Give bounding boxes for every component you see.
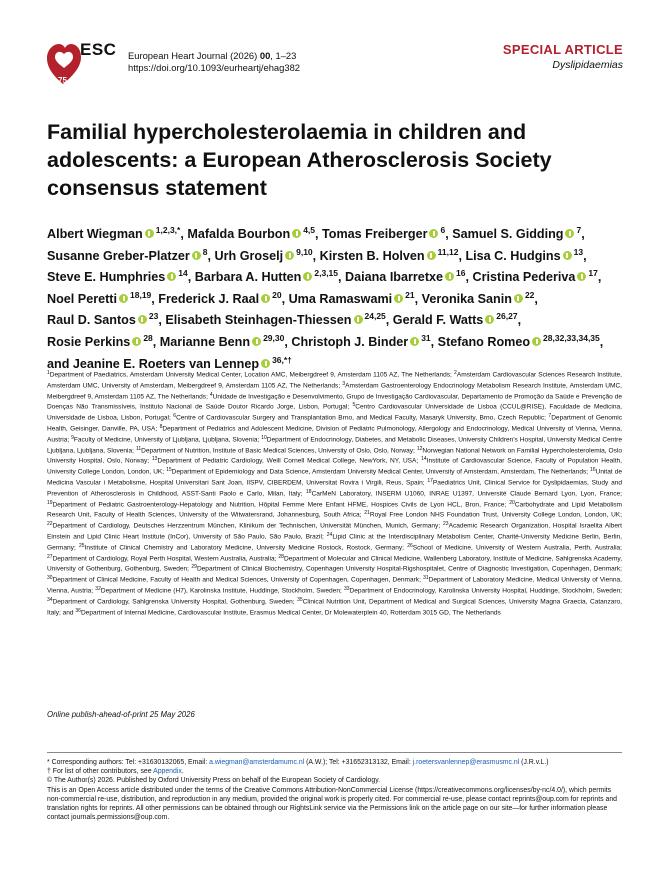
author-name: Stefano Romeo $^{28,32,33,34,35}$ xyxy=(437,332,600,349)
email-link-2[interactable]: j.roetersvanlennep@erasmusmc.nl xyxy=(412,759,520,766)
doi-link[interactable]: https://doi.org/10.1093/eurheartj/ehag382 xyxy=(128,62,301,73)
author-name: Barbara A. Hutten $^{2,3,15}$ xyxy=(194,268,339,285)
orcid-icon[interactable] xyxy=(429,229,438,238)
orcid-icon[interactable] xyxy=(394,294,403,303)
author-name: Frederick J. Raal $^{20}$ xyxy=(158,289,282,306)
orcid-icon[interactable] xyxy=(354,315,363,324)
author-name: Tomas Freiberger $^6$ xyxy=(322,225,446,241)
orcid-icon[interactable] xyxy=(514,294,523,303)
orcid-icon[interactable] xyxy=(485,315,494,324)
orcid-icon[interactable] xyxy=(192,251,201,260)
footnotes xyxy=(47,758,625,822)
orcid-icon[interactable] xyxy=(132,337,141,346)
author-name: Mafalda Bourbon $^{4,5}$ xyxy=(187,225,316,241)
article-topic: Dyslipidaemias xyxy=(552,59,623,71)
orcid-icon[interactable] xyxy=(119,294,128,303)
journal-citation: European Heart Journal (2026) 00, 1–23 https://doi.org/10.1093/eurheartj/ehag382 xyxy=(128,50,301,73)
author-name: Noel Peretti $^{18,19}$ xyxy=(47,289,152,306)
author-list: Albert Wiegman $^{1,2,3,*}$, Mafalda Bourbon $^{4,5}$, Tomas Freiberger $^6$, Samuel S. Gidding $^7$, Susanne Greber-Platzer $^8$, Urh Groselj $^{9,10}$, Kirsten B. Holven $^{11,12}$, Lisa C. Hudgins $^{13}$, Steve E. Humphries $^{14}$, Barbara A. Hutten $^{2,3,15}$, Daiana Ibarretxe $^{16}$, Cristina Pederiva $^{17}$, Noel Peretti $^{18,19}$, Frederick J. Raal $^{20}$, Uma Ramaswami $^{21}$, Veronika Sanin $^{22}$, Raul D. Santos $^{23}$, Elisabeth Steinhagen-Thiessen $^{24,25}$, Gerald F. Watts $^{26,27}$, Rosie Perkins $^{28}$, Marianne Benn $^{29,30}$, Christoph J. Binder $^{31}$, Stefano Romeo $^{28,32,33,34,35}$, and Jeanine E. Roeters van Lennep $^{36,*\dagger}$ xyxy=(47,225,604,371)
copyright: © The Author(s) 2026. Published by Oxford University Press on behalf of the European Society of Cardiology. xyxy=(47,777,381,785)
corresponding-authors: * Corresponding authors: Tel: +31630132065, Email: a.wiegman@amsterdamumc.nl (A.W.); Tel: +31652313132, Email: j.roetersvanlennep@erasmusmc.nl (J.R.v.L.) xyxy=(47,759,549,766)
author-name: Uma Ramaswami $^{21}$ xyxy=(288,289,415,306)
orcid-icon[interactable] xyxy=(577,272,586,281)
orcid-icon[interactable] xyxy=(563,251,572,260)
orcid-icon[interactable] xyxy=(445,272,454,281)
orcid-icon[interactable] xyxy=(252,337,261,346)
orcid-icon[interactable] xyxy=(427,251,436,260)
article-type xyxy=(503,42,623,71)
author-name: Susanne Greber-Platzer $^8$ xyxy=(47,246,208,263)
author-name: Christoph J. Binder $^{31}$ xyxy=(291,332,431,349)
orcid-icon[interactable] xyxy=(292,229,301,238)
author-name: Elisabeth Steinhagen-Thiessen $^{24,25}$ xyxy=(165,311,386,328)
email-link-1[interactable]: a.wiegman@amsterdamumc.nl xyxy=(209,759,305,766)
author-name: Samuel S. Gidding $^7$ xyxy=(452,225,582,241)
author-name: Gerald F. Watts $^{26,27}$ xyxy=(392,311,518,328)
author-name: Cristina Pederiva $^{17}$ xyxy=(472,268,598,285)
online-note: Online publish-ahead-of-print 25 May 2026 xyxy=(47,710,195,719)
orcid-icon[interactable] xyxy=(261,359,270,368)
author-name: Urh Groselj $^{9,10}$ xyxy=(214,246,313,263)
author-name: Veronika Sanin $^{22}$ xyxy=(421,289,535,306)
orcid-icon[interactable] xyxy=(138,315,147,324)
orcid-icon[interactable] xyxy=(285,251,294,260)
orcid-icon[interactable] xyxy=(410,337,419,346)
affiliations: $^1$Department of Paediatrics, Amsterdam University Medical Center, Location AMC, Meibergdreef 9, Amsterdam 1105 AZ, The Netherlands; $^2$Amsterdam Cardiovascular Sciences Research Institute, Amsterdam UMC, University of Amsterdam, Meibergdreef 9, Amsterdam 1105 AZ, The Netherlands; $^3$Amsterdam Gastroenterology Endocrinology Metabolism Research Institute, Amsterdam UMC, Meibergdreef 9, Amsterdam 1105 AZ, The Netherlands; $^4$Unidade de Investigação e Desenvolvimento, Grupo de Investigação Cardiovascular, Departamento de Promoção da Saúde e Prevenção de Doenças Não Transmissíveis, Instituto Nacional de Saúde Doutor Ricardo Jorge, Lisbon, Portugal; $^5$Centro Cardiovascular Universidade de Lisboa (CCUL@RISE), Faculdade de Medicina, Universidade de Lisboa, Lisbon, Portugal; $^6$Centre of Cardiovascular Surgery and Transplantation Brno, and Medical Faculty, Masaryk University, Brno, Czech Republic; $^7$Department of Genomic Health, Geisinger, Danville, PA, USA; $^8$Department of Pediatrics and Adolescent Medicine, Division of Pediatric Pulmonology, Allergology and Endocrinology, Medical University of Vienna, Vienna, Austria; $^9$Faculty of Medicine, University of Ljubljana, Ljubljana, Slovenia; $^{10}$Department of Endocrinology, Diabetes, and Metabolic Diseases, University Children's Hospital, University Medical Centre Ljubljana, Ljubljana, Slovenia; $^{11}$Department of Nutrition, Institute of Basic Medical Sciences, University of Oslo, Oslo, Norway; $^{12}$Norwegian National Network on Familial Hypercholesterolemia, Oslo University Hospital, Oslo, Norway; $^{13}$Department of Pediatric Cardiology, Weill Cornell Medical College, NewYork, NY, USA; $^{14}$Institute of Cardiovascular Science, Faculty of Population Health, University College London, London, UK; $^{15}$Department of Epidemiology and Data Science, Amsterdam University Medical Center, University of Amsterdam, Amsterdam, The Netherlands; $^{16}$Unitat de Medicina Vascular i Metabolisme, Hospital Universitari Sant Joan, IISPV, CIBERDEM, Universitat Rovira i Virgili, Reus, Spain; $^{17}$Paediatrics Unit, Clinical Service for Dyslipidaemias, Study and Prevention of Atherosclerosis in Childhood, ASST-Santi Paolo e Carlo, Milan, Italy; $^{18}$CarMeN Laboratory, INSERM U1060, INRAE U1397, Université Claude Bernard Lyon, Lyon, France; $^{19}$Department of Pediatric Gastroenterology-Hepatology and Nutrition, Hôpital Femme Mere Enfant HFME, Hospices Civils de Lyon HCL, Bron, France; $^{20}$Carbohydrate and Lipid Metabolism Research Unit, Faculty of Health Sciences, University of the Witwatersrand, Johannesburg, South Africa; $^{21}$Royal Free London NHS Foundation Trust, University College London, London, UK; $^{22}$Department of Cardiology, Deutsches Herzzentrum München, Klinikum der Technischen, Universität München, Munich, Germany; $^{23}$Academic Research Organization, Hospital Israelita Albert Einstein and Lipid Clinic Heart Institute (InCor), University of São Paulo, São Paulo, Brazil; $^{24}$Lipid Clinic at the Interdisciplinary Metabolism Center, Charité-University Medicine Berlin, Berlin, Germany; $^{25}$Institute of Clinical Chemistry and Laboratory Medicine, University Medicine Rostock, Rostock, Germany; $^{26}$School of Medicine, University of Western Australia, Perth, Australia; $^{27}$Department of Cardiology, Royal Perth Hospital, Western Australia, Australia; $^{28}$Department of Molecular and Clinical Medicine, Wallenberg Laboratory, Institute of Medicine, Sahlgrenska Academy, University of Gothenburg, Gothenburg, Sweden; $^{29}$Department of Clinical Biochemistry, Copenhagen University Hospital-Rigshospitalet, Centre of Diagnostic Investigation, Copenhagen, Denmark; $^{30}$Department of Clinical Medicine, Faculty of Health and Medical Sciences, University of Copenhagen, Copenhagen, Denmark; $^{31}$Department of Laboratory Medicine, Medical University of Vienna, Vienna, Austria; $^{32}$Department of Medicine (H7), Karolinska Institute, Huddinge, Stockholm, Sweden; $^{33}$Department of Endocrinology, Karolinska University Hospital, Huddinge, Stockholm, Sweden; $^{34}$Department of Cardiology, Sahlgrenska University Hospital, Gothenburg, Sweden; $^{35}$Clinical Nutrition Unit, Department of Medical and Surgical Sciences, University Magna Graecia, Catanzaro, Italy; and $^{36}$Department of Internal Medicine, Cardiovascular Institute, Erasmus Medical Center, Dr Molewaterplein 40, Rotterdam 3015 GD, The Netherlands xyxy=(47,370,623,617)
author-name: Jeanine E. Roeters van Lennep $^{36,*\dagger}$ xyxy=(72,354,292,371)
orcid-icon[interactable] xyxy=(565,229,574,238)
orcid-icon[interactable] xyxy=(303,272,312,281)
orcid-icon[interactable] xyxy=(167,272,176,281)
footer-divider xyxy=(47,752,622,753)
author-name: Steve E. Humphries $^{14}$ xyxy=(47,268,188,285)
author-name: Marianne Benn $^{29,30}$ xyxy=(159,332,285,349)
article-kind: SPECIAL ARTICLE xyxy=(502,42,623,57)
author-name: Rosie Perkins $^{28}$ xyxy=(47,332,153,349)
badge-text: 75 xyxy=(58,76,67,85)
contributors-note: † For list of other contributors, see Appendix. xyxy=(47,768,184,776)
license-text: This is an Open Access article distributed under the terms of the Creative Commons Attribution-NonCommercial License (https://creativecommons.org/licenses/by-nc/4.0/), which permits non-commercial re-use, distribution, and reproduction in any medium, provided the original work is properly cited. For commercial re-use, please contact reprints@oup.com for reprints and translation rights for reprints. All other permissions can be obtained through our RightsLink service via the Permissions link on the article page on our site—for further information please contact journals.permissions@oup.com. xyxy=(47,786,617,822)
article-title: Familial hypercholesterolaemia in children and adolescents: a European Atherosclerosis Society consensus statement xyxy=(47,120,552,200)
brand-name: ESC xyxy=(80,40,117,59)
appendix-link[interactable]: Appendix xyxy=(153,768,182,776)
orcid-icon[interactable] xyxy=(261,294,270,303)
author-name: Daiana Ibarretxe $^{16}$ xyxy=(345,268,466,285)
author-name: Kirsten B. Holven $^{11,12}$ xyxy=(319,246,459,263)
author-name: Lisa C. Hudgins $^{13}$ xyxy=(465,246,584,263)
orcid-icon[interactable] xyxy=(532,337,541,346)
orcid-icon[interactable] xyxy=(145,229,154,238)
author-name: Raul D. Santos $^{23}$ xyxy=(47,311,159,328)
author-name: Albert Wiegman $^{1,2,3,*}$ xyxy=(47,225,181,241)
